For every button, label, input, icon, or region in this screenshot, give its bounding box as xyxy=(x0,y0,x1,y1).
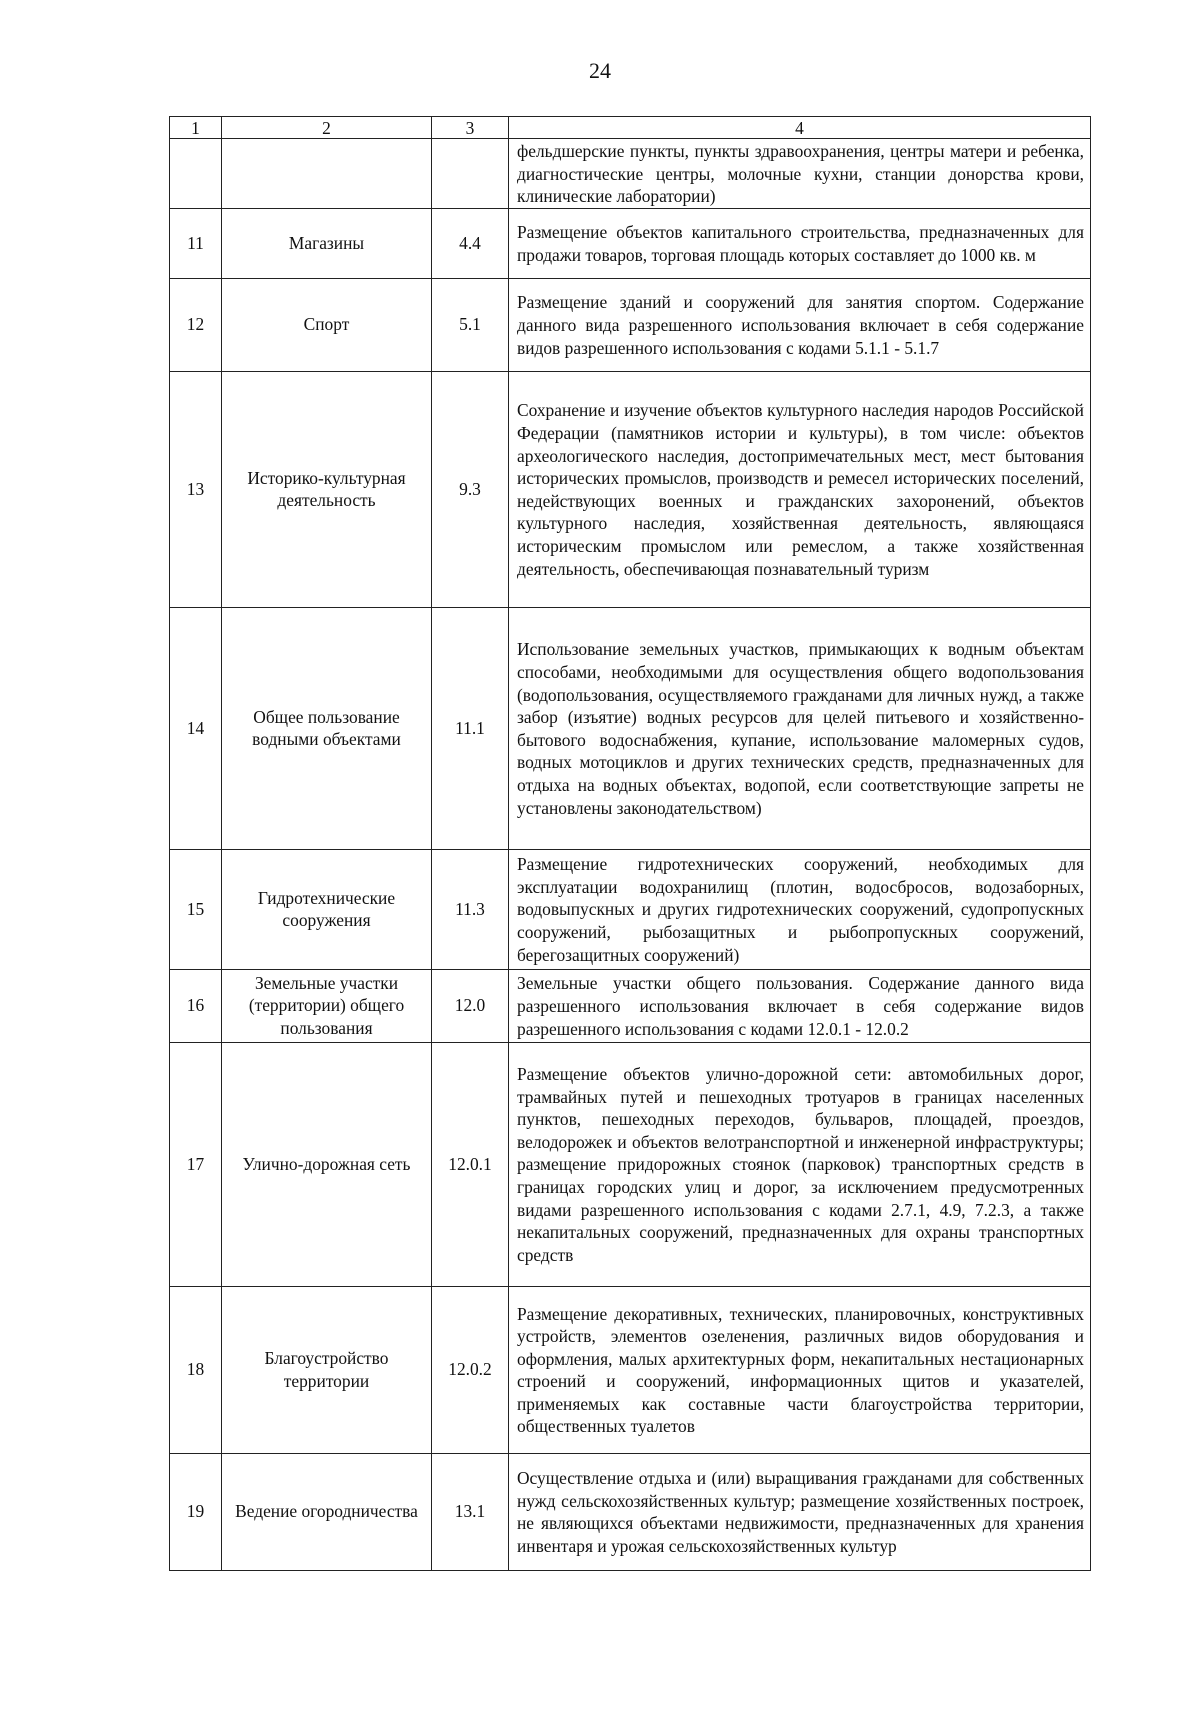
table-row xyxy=(170,1453,1091,1570)
table-row xyxy=(170,1286,1091,1453)
use-description: Размещение зданий и сооружений для занятия спортом. Содержание данного вида разрешенного использования включает в себя содержание видов разрешенного использования с кодами 5.1.1 - 5.1.7 xyxy=(509,278,1091,371)
use-description: Земельные участки общего пользования. Содержание данного вида разрешенного использования включает в себя содержание видов разрешенного использования с кодами 12.0.1 - 12.0.2 xyxy=(509,969,1091,1042)
use-description: Размещение декоративных, технических, планировочных, конструктивных устройств, элементов озеленения, различных видов оборудования и оформления, малых архитектурных форм, некапитальных нестационарных строений и сооружений, информационных щитов и указателей, применяемых как составные части благоустройства территории, общественных туалетов xyxy=(509,1286,1091,1453)
use-name: Общее пользование водными объектами xyxy=(222,607,432,849)
use-description: Размещение объектов улично-дорожной сети: автомобильных дорог, трамвайных путей и пешеходных тротуаров в границах населенных пунктов, пешеходных переходов, бульваров, площадей, проездов, велодорожек и объектов велотранспортной и инженерной инфраструктуры; размещение придорожных стоянок (парковок) транспортных средств в границах городских улиц и дорог, за исключением предусмотренных видами разрешенного использования с кодами 2.7.1, 4.9, 7.2.3, а также некапитальных сооружений, предназначенных для охраны транспортных средств xyxy=(509,1042,1091,1286)
use-name: Историко-культурная деятельность xyxy=(222,371,432,607)
use-code: 12.0 xyxy=(432,969,509,1042)
use-code xyxy=(432,139,509,209)
use-name: Земельные участки (территории) общего пользования xyxy=(222,969,432,1042)
use-code: 11.1 xyxy=(432,607,509,849)
row-number: 19 xyxy=(170,1453,222,1570)
table-header-row xyxy=(170,117,1091,139)
row-number: 16 xyxy=(170,969,222,1042)
use-description: Размещение гидротехнических сооружений, необходимых для эксплуатации водохранилищ (плотин, водосбросов, водозаборных, водовыпускных и других гидротехнических сооружений, судопропускных сооружений, рыбозащитных и рыбопропускных сооружений, берегозащитных сооружений) xyxy=(509,849,1091,969)
table-row xyxy=(170,208,1091,278)
table-row xyxy=(170,607,1091,849)
use-code: 5.1 xyxy=(432,278,509,371)
header-col-1: 1 xyxy=(170,117,222,139)
row-number: 12 xyxy=(170,278,222,371)
use-description: Сохранение и изучение объектов культурного наследия народов Российской Федерации (памятников истории и культуры), в том числе: объектов археологического наследия, достопримечательных мест, мест бытования исторических промыслов, производств и ремесел исторических поселений, недействующих военных и гражданских захоронений, объектов культурного наследия, хозяйственная деятельность, являющаяся историческим промыслом или ремеслом, а также хозяйственная деятельность, обеспечивающая познавательный туризм xyxy=(509,371,1091,607)
use-code: 13.1 xyxy=(432,1453,509,1570)
page-number: 24 xyxy=(589,58,611,83)
use-name: Благоустройство территории xyxy=(222,1286,432,1453)
use-name xyxy=(222,139,432,209)
table-row xyxy=(170,371,1091,607)
use-name: Магазины xyxy=(222,208,432,278)
row-number: 11 xyxy=(170,208,222,278)
header-col-4: 4 xyxy=(509,117,1091,139)
table-row xyxy=(170,1042,1091,1286)
use-name: Ведение огородничества xyxy=(222,1453,432,1570)
use-code: 9.3 xyxy=(432,371,509,607)
use-name: Спорт xyxy=(222,278,432,371)
header-col-3: 3 xyxy=(432,117,509,139)
use-name: Улично-дорожная сеть xyxy=(222,1042,432,1286)
use-code: 4.4 xyxy=(432,208,509,278)
land-use-table xyxy=(169,116,1091,1571)
row-number xyxy=(170,139,222,209)
use-description: Осуществление отдыха и (или) выращивания гражданами для собственных нужд сельскохозяйственных культур; размещение хозяйственных построек, не являющихся объектами недвижимости, предназначенных для хранения инвентаря и урожая сельскохозяйственных культур xyxy=(509,1453,1091,1570)
table-row xyxy=(170,139,1091,209)
row-number: 15 xyxy=(170,849,222,969)
use-code: 12.0.1 xyxy=(432,1042,509,1286)
use-name: Гидротехнические сооружения xyxy=(222,849,432,969)
table-row xyxy=(170,278,1091,371)
table-row xyxy=(170,969,1091,1042)
row-number: 14 xyxy=(170,607,222,849)
use-code: 11.3 xyxy=(432,849,509,969)
row-number: 18 xyxy=(170,1286,222,1453)
use-description: Размещение объектов капитального строительства, предназначенных для продажи товаров, торговая площадь которых составляет до 1000 кв. м xyxy=(509,208,1091,278)
table-row xyxy=(170,849,1091,969)
row-number: 13 xyxy=(170,371,222,607)
use-description: фельдшерские пункты, пункты здравоохранения, центры матери и ребенка, диагностические центры, молочные кухни, станции донорства крови, клинические лаборатории) xyxy=(509,139,1091,209)
row-number: 17 xyxy=(170,1042,222,1286)
header-col-2: 2 xyxy=(222,117,432,139)
use-description: Использование земельных участков, примыкающих к водным объектам способами, необходимыми для осуществления общего водопользования (водопользования, осуществляемого гражданами для личных нужд, а также забор (изъятие) водных ресурсов для целей питьевого и хозяйственно-бытового водоснабжения, купание, использование маломерных судов, водных мотоциклов и других технических средств, предназначенных для отдыха на водных объектах, водопой, если соответствующие запреты не установлены законодательством) xyxy=(509,607,1091,849)
use-code: 12.0.2 xyxy=(432,1286,509,1453)
